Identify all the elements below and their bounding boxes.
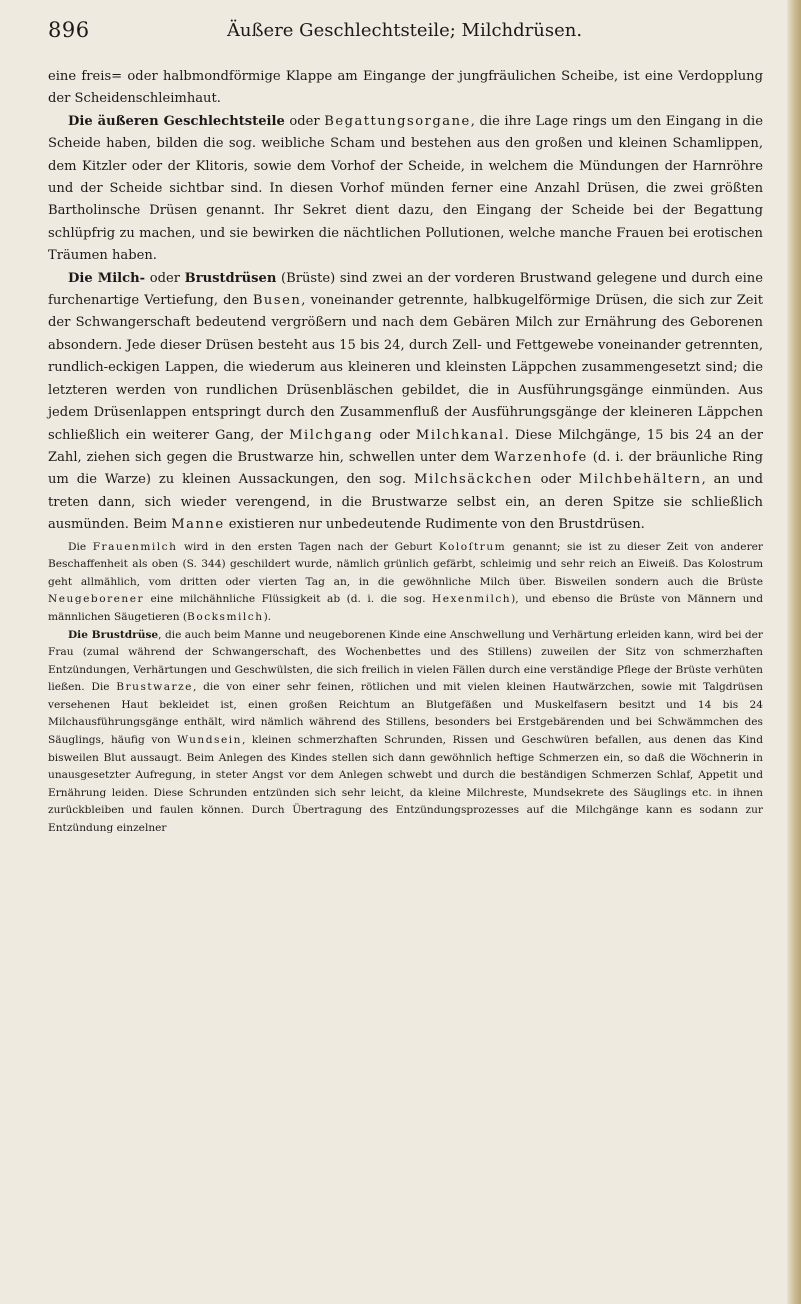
text-run: oder [284, 113, 325, 129]
emphasized-term: Wundsein [177, 734, 242, 747]
emphasized-term: Neugeborener [48, 593, 145, 606]
text-run: eine freis= oder halbmondförmige Klappe am Eingange der jungfräulichen Scheibe, ist eine Verdopplung der Scheidenschleimhaut. [48, 69, 763, 107]
emphasized-term: Brustwarze [116, 681, 193, 694]
text-run: wird in den ersten Tagen nach der Geburt [177, 540, 439, 553]
note-colostrum [48, 539, 763, 627]
text-run: , die ihre Lage rings um den Eingang in die Scheide haben, bilden die sog. weibliche Scham und bestehen aus den großen und kleinen Schamlippen, dem Kitzler oder der Klitoris, sowie dem Vorhof der Scheide, in welchem die Mündungen der Harnröhre und der Scheide sichtbar sind. In diesen Vorhof münden ferner eine Anzahl Drüsen, die zwei größten Bartholinsche Drüsen genannt. Ihr Sekret dient dazu, den Eingang der Scheide bei der Begattung schlüpfrig zu machen, und sie bewirken die nächtlichen Pollutionen, welche manche Frauen bei erotischen Träumen haben. [48, 113, 763, 264]
emphasized-term: Hexenmilch [431, 593, 512, 606]
text-run: . Diese Milchgänge, 15 bis 24 an der Zahl, ziehen sich gegen die Brustwarze hin, schwellen unter dem [48, 427, 764, 465]
text-run: genannt; sie ist zu dieser Zeit von anderer Beschaffenheit als oben (S. 344) geschildert wurde, nämlich grünlich gefärbt, schleimig und sehr reich an Eiweiß. Das Kolostrum geht allmählich, vom dritten oder vierten Tag an, in die gewöhnliche Milch über. Bisweilen sondern auch die Brüste [48, 540, 763, 588]
text-run: oder [373, 427, 416, 443]
section-term: Die Milch- [68, 270, 146, 286]
text-run: (Brüste) sind zwei an der vorderen Brustwand gelegene und durch eine furchenartige Vertiefung, den [48, 270, 763, 309]
text-run: , die von einer sehr feinen, rötlichen und mit vielen kleinen Hautwärzchen, sowie mit Talgdrüsen versehenen Haut bekleidet ist, einen großen Reichtum an Blutgefäßen und Muskelfasern besitzt und 14 bis 24 Milchausführungsgänge enthält, wird nämlich während des Stillens, besonders bei Erstgebärenden und bei Schwämmchen des Säuglings, häufig von [48, 681, 763, 747]
emphasized-term: Frauenmilch [92, 540, 178, 553]
paragraph-external-genitals [48, 111, 763, 268]
small-print-notes [48, 539, 763, 838]
section-term: Brustdrüsen [184, 270, 277, 286]
text-run: oder [532, 472, 579, 488]
text-run: oder [145, 270, 185, 286]
text-run: , kleinen schmerzhaften Schrunden, Rissen und Geschwüren befallen, aus denen das Kind bisweilen Blut aussaugt. Beim Anlegen des Kindes stellen sich dann gewöhnlich heftige Schmerzen ein, so daß die Wöchnerin in unausgesetzter Aufregung, in steter Angst vor dem Anlegen schwebt und durch die beständigen Schmerzen Schlaf, Appetit und Ernährung leiden. Diese Schrunden entzünden sich sehr leicht, da kleine Milchreste, Mundsekrete des Säuglings etc. in ihnen zurückbleiben und faulen können. Durch Übertragung des Entzündungsprozesses auf die Milchgänge kann es sodann zur Entzündung einzelner [48, 734, 763, 835]
note-breast-gland [48, 627, 763, 838]
main-text [48, 66, 763, 537]
emphasized-term: Milchgang [289, 427, 374, 443]
text-run: (d. i. der bräunliche Ring um die Warze) zu kleinen Aussackungen, den sog. [48, 449, 763, 488]
text-run: , voneinander getrennte, halbkugelförmige Drüsen, die sich zur Zeit der Schwangerschaft bedeutend vergrößern und nach dem Gebären Milch zur Ernährung des Geborenen absondern. Jede dieser Drüsen besteht aus 15 bis 24, durch Zell- und Fettgewebe voneinander getrennten, rundlich-eckigen Lappen, die wiederum aus kleineren und kleinsten Läppchen zusammengesetzt sind; die letzteren werden von rundlichen Drüsenbläschen gebildet, die in Ausführungsgänge einmünden. Aus jedem Drüsenlappen entspringt durch den Zusammenfluß der Ausführungsgänge der kleineren Läppchen schließlich ein weiterer Gang, der [48, 293, 763, 443]
running-title: Äußere Geschlechtsteile; Milchdrüsen. [226, 20, 583, 41]
section-term: Die äußeren Geschlechtsteile [68, 113, 285, 129]
emphasized-term: Warzenhofe [494, 449, 588, 465]
emphasized-term: Milchsäckchen [413, 472, 533, 488]
text-run: eine milchähnliche Flüssigkeit ab (d. i. die sog. [144, 593, 432, 606]
emphasized-term: Begattungsorgane [324, 113, 471, 129]
page-edge [787, 0, 801, 1304]
emphasized-term: Milchkanal [415, 427, 505, 443]
page-number: 896 [48, 18, 90, 42]
emphasized-term: Koloſtrum [438, 540, 507, 553]
emphasized-term: Busen [252, 293, 302, 309]
emphasized-term: Bocksmilch [187, 610, 264, 623]
paragraph-hymen [48, 66, 763, 111]
text-run: Die [68, 540, 93, 553]
text-run: ). [263, 610, 272, 623]
text-run: existieren nur unbedeutende Rudimente von den Brustdrüsen. [224, 517, 645, 533]
text-run: ), und ebenso die Brüste von Männern und männlichen Säugetieren ( [48, 593, 764, 623]
paragraph-mammary-glands [48, 268, 763, 537]
emphasized-term: Milchbehältern [578, 472, 702, 488]
page-header [48, 10, 761, 54]
text-run: , die auch beim Manne und neugeborenen Kinde eine Anschwellung und Verhärtung erleiden kann, wird bei der Frau (zumal während der Schwangerschaft, des Wochenbettes und des Stillens) zuweilen der Sitz von schmerzhaften Entzündungen, Verhärtungen und Geschwülsten, die sich freilich in vielen Fällen durch eine verständige Pflege der Brüste verhüten ließen. Die [48, 628, 763, 694]
text-run: , an und treten dann, sich wieder verengend, in die Brustwarze selbst ein, an deren Spitze sie schließlich ausmünden. Beim [48, 472, 763, 533]
section-term: Die Brustdrüse [68, 628, 159, 641]
emphasized-term: Manne [171, 517, 225, 533]
